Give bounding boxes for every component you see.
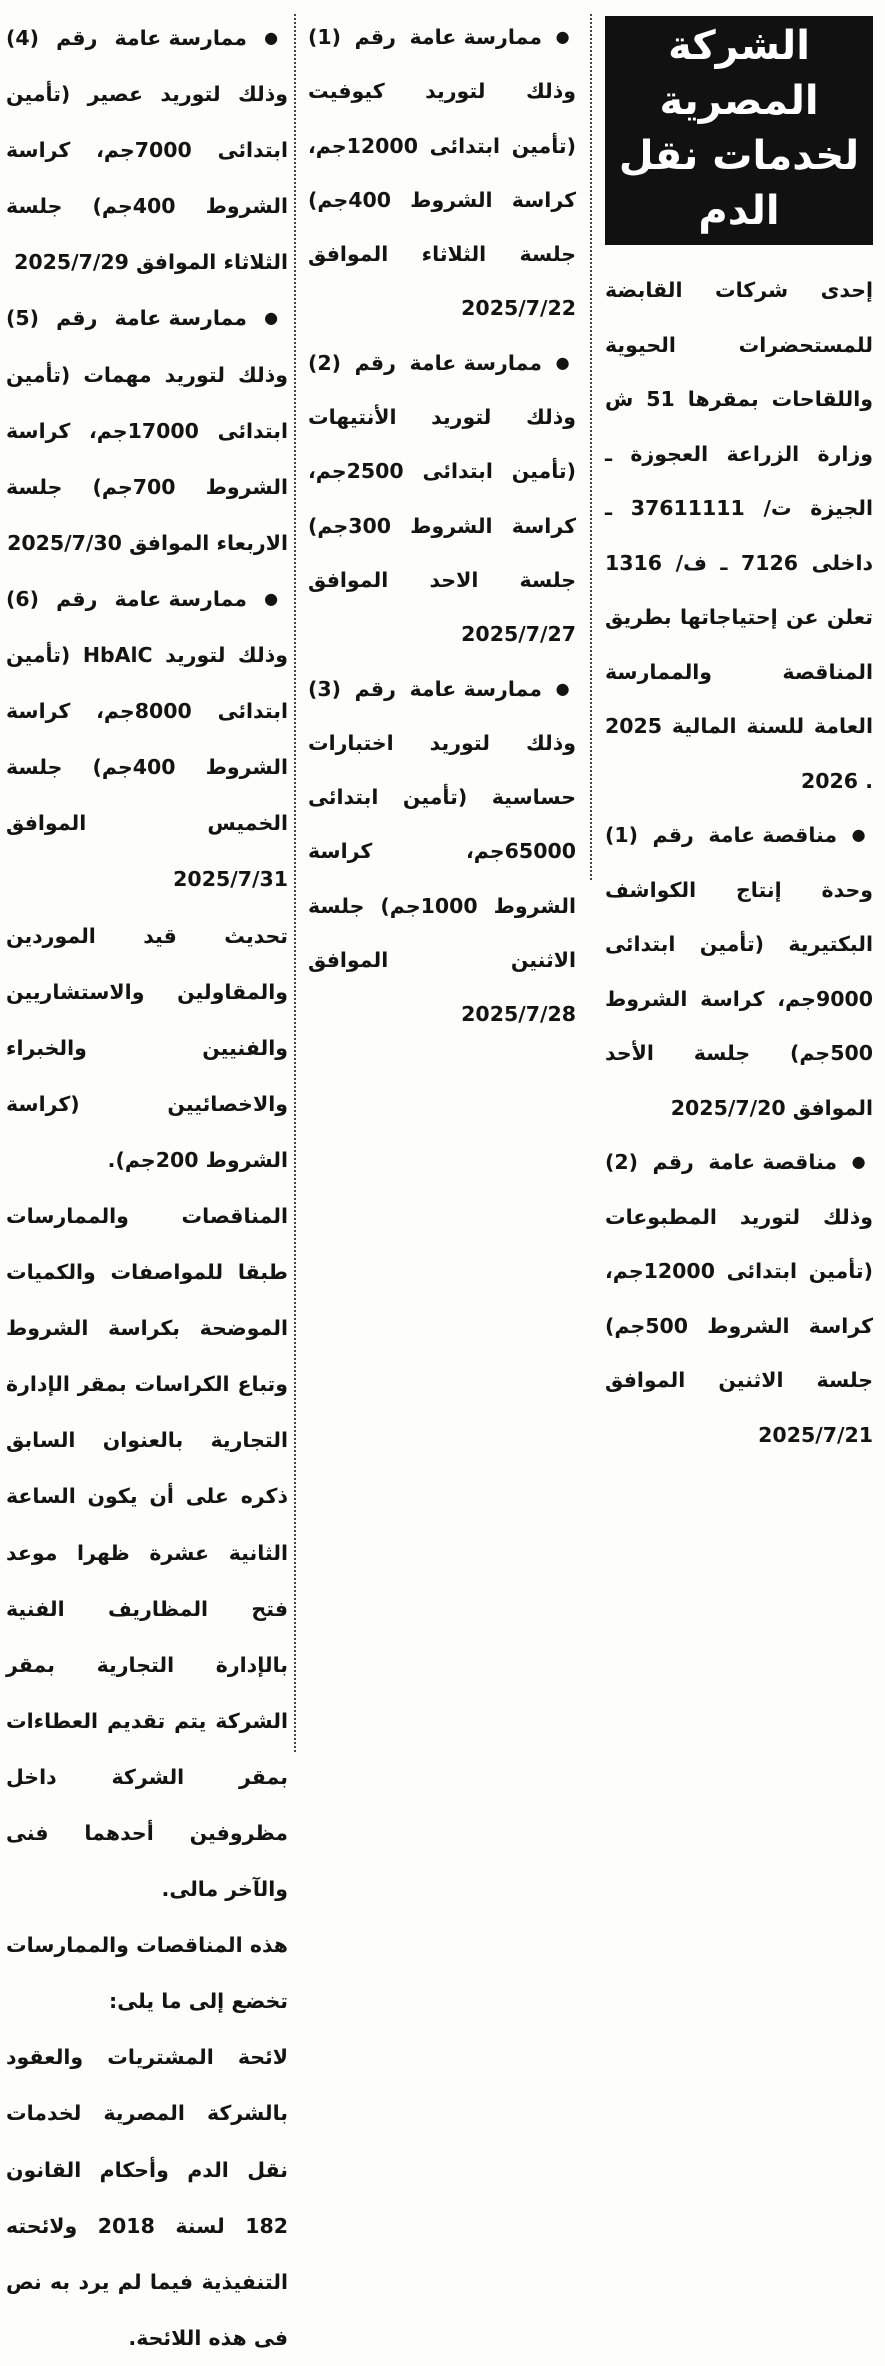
company-title-line1: الشركة المصرية (659, 23, 819, 124)
bullet-icon: ● (555, 27, 576, 46)
company-title-banner (605, 16, 873, 245)
tender-item-text: ممارسة عامة رقم (3) وذلك لتوريد اختبارات حساسية (تأمين ابتدائى 65000جم، كراسة الشروط 1000جم) جلسة الاثنين الموافق 2025/7/28 (308, 676, 576, 1027)
bullet-icon: ● (264, 28, 288, 47)
tender-item-text: ممارسة عامة رقم (6) وذلك لتوريد HbAlC (تأمين ابتدائى 8000جم، كراسة الشروط 400جم) جلسة الخميس الموافق 2025/7/31 (6, 586, 288, 892)
tender-item-text: مناقصة عامة رقم (1) وحدة إنتاج الكواشف البكتيرية (تأمين ابتدائى 9000جم، كراسة الشروط 500جم) جلسة الأحد الموافق 2025/7/20 (605, 823, 873, 1120)
tender-item (308, 662, 576, 1042)
supplier-registration-note: تحديث قيد الموردين والمقاولين والاستشاريين والفنيين والخبراء والاخصائيين (كراسة الشروط 200جم). (6, 923, 288, 1172)
tender-item (308, 10, 576, 336)
tender-item (6, 10, 288, 290)
regulations-paragraph: لائحة المشتريات والعقود بالشركة المصرية لخدمات نقل الدم وأحكام القانون 182 لسنة 2018 ولائحته التنفيذية فيما لم يرد به نص فى هذه اللائحة. (6, 2045, 288, 2350)
tender-item-text: ممارسة عامة رقم (4) وذلك لتوريد عصير (تأمين ابتدائى 7000جم، كراسة الشروط 400جم) جلسة الثلاثاء الموافق 2025/7/29 (6, 26, 288, 275)
intro-paragraph: إحدى شركات القابضة للمستحضرات الحيوية واللقاحات بمقرها 51 ش وزارة الزراعة العجوزة ـ الجيزة ت/ 37611111 ـ داخلى 7126 ـ ف/ 1316 تعلن عن إحتياجاتها بطريق المناقصة والممارسة العامة للسنة المالية 2025 . 2026 (605, 278, 873, 793)
terms-paragraph: المناقصات والممارسات طبقا للمواصفات والكميات الموضحة بكراسة الشروط وتباع الكراسات بمقر الإدارة التجارية بالعنوان السابق ذكره على أن يكون الساعة الثانية عشرة ظهرا موعد فتح المظاريف الفنية بالإدارة التجارية بمقر الشركة يتم تقديم العطاءات بمقر الشركة داخل مظروفين أحدهما فنى والآخر مالى. (6, 1203, 288, 1902)
bullet-icon: ● (851, 825, 873, 844)
tender-item-text: ممارسة عامة رقم (2) وذلك لتوريد الأنتيهات (تأمين ابتدائى 2500جم، كراسة الشروط 300جم) جلسة الاحد الموافق 2025/7/27 (308, 350, 576, 647)
tender-item (605, 1135, 873, 1462)
tender-item (308, 336, 576, 662)
bullet-icon: ● (264, 588, 288, 608)
ad-column-middle (308, 10, 576, 1042)
tender-item (6, 571, 288, 908)
bullet-icon: ● (264, 308, 288, 328)
ad-column-left (6, 10, 288, 2366)
company-title-line2: لخدمات نقل الدم (618, 133, 860, 234)
tender-item-text: ممارسة عامة رقم (1) وذلك لتوريد كيوفيت (تأمين ابتدائى 12000جم، كراسة الشروط 400جم) جلسة الثلاثاء الموافق 2025/7/22 (308, 25, 576, 321)
column-divider (590, 14, 592, 880)
regulations-heading: هذه المناقصات والممارسات تخضع إلى ما يلى: (6, 1933, 288, 2014)
tender-item (605, 808, 873, 1135)
bullet-icon: ● (555, 678, 576, 698)
tender-item-text: مناقصة عامة رقم (2) وذلك لتوريد المطبوعات (تأمين ابتدائى 12000جم، كراسة الشروط 500جم) جلسة الاثنين الموافق 2025/7/21 (605, 1150, 873, 1447)
ad-column-right (605, 10, 873, 1462)
bullet-icon: ● (851, 1152, 873, 1171)
tender-item (6, 290, 288, 570)
column-divider (294, 14, 296, 1752)
tender-item-text: ممارسة عامة رقم (5) وذلك لتوريد مهمات (تأمين ابتدائى 17000جم، كراسة الشروط 700جم) جلسة الاربعاء الموافق 2025/7/30 (6, 306, 288, 555)
bullet-icon: ● (555, 352, 576, 372)
